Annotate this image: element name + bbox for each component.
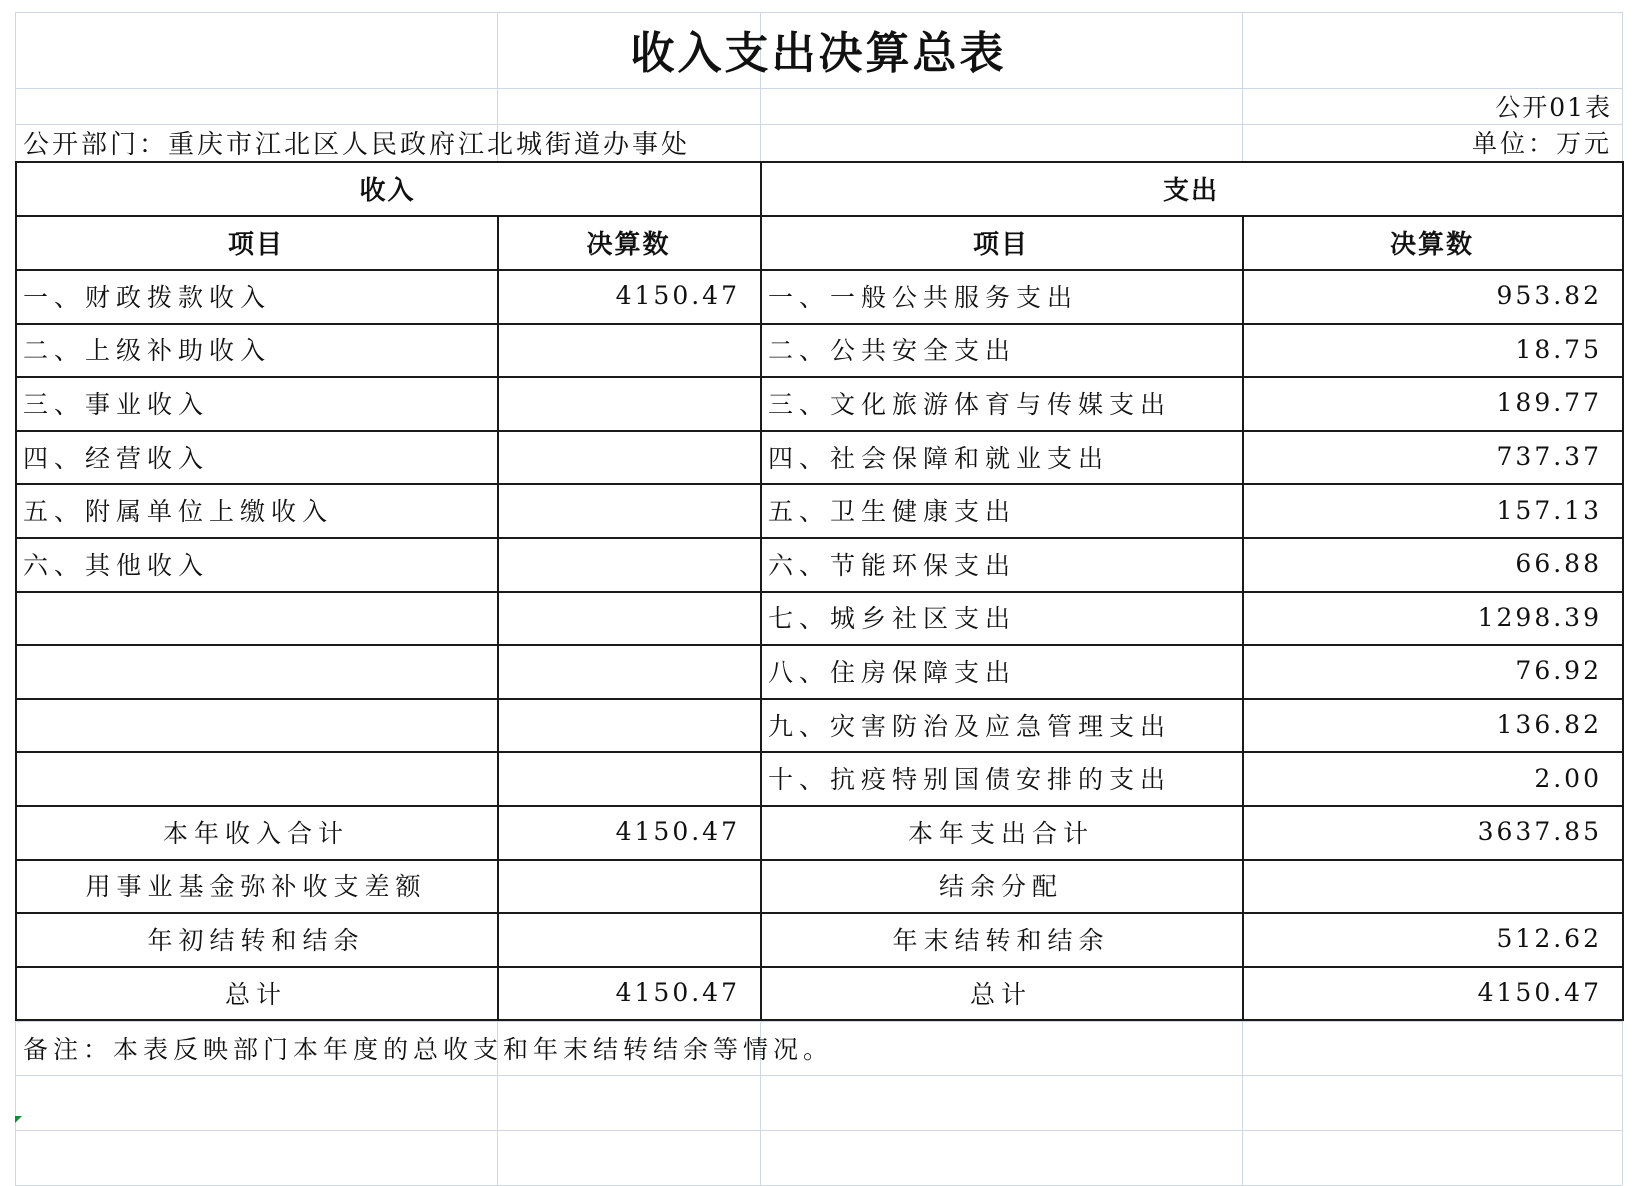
expense-item: 四、社会保障和就业支出 (768, 443, 1110, 473)
income-item: 二、上级补助收入 (23, 336, 272, 366)
page-title: 收入支出决算总表 (630, 28, 1007, 79)
gridline (15, 1130, 1622, 1131)
expense-summary-amount: 3637.85 (1477, 817, 1602, 847)
expense-item: 八、住房保障支出 (768, 657, 1017, 687)
expense-amount: 76.92 (1515, 656, 1602, 686)
income-amount: 4150.47 (615, 281, 740, 311)
table-border (15, 323, 1624, 325)
expense-summary-item: 总计 (969, 979, 1032, 1009)
table-border (15, 591, 1624, 593)
expense-item: 六、节能环保支出 (768, 550, 1017, 580)
expense-item: 十、抗疫特别国债安排的支出 (768, 765, 1172, 795)
income-summary-amount: 4150.47 (615, 978, 740, 1008)
expense-amount: 18.75 (1515, 334, 1602, 364)
table-border (15, 698, 1624, 700)
expense-summary-item: 年末结转和结余 (892, 925, 1110, 955)
table-border (15, 966, 1624, 968)
expense-amount: 136.82 (1496, 710, 1602, 740)
expense-item-header: 项目 (972, 229, 1029, 260)
income-amount (497, 644, 760, 698)
expense-summary-item: 结余分配 (938, 872, 1063, 902)
income-amount (497, 430, 760, 484)
income-item: 五、附属单位上缴收入 (23, 497, 334, 527)
table-border (15, 805, 1624, 807)
table-border (497, 215, 499, 1021)
income-item: 一、财政拨款收入 (23, 282, 272, 312)
expense-header: 支出 (1162, 175, 1219, 206)
expense-amount: 189.77 (1496, 388, 1602, 418)
table-note: 备注：本表反映部门本年度的总收支和年末结转结余等情况。 (23, 1035, 834, 1064)
income-item: 四、经营收入 (23, 443, 210, 473)
table-border (1242, 215, 1244, 1021)
gridline (1622, 1021, 1623, 1185)
expense-item: 一、一般公共服务支出 (768, 282, 1079, 312)
income-item (15, 591, 497, 645)
unit-label: 单位：万元 (1471, 129, 1612, 158)
table-border (15, 751, 1624, 753)
income-item (15, 698, 497, 752)
income-item (15, 751, 497, 805)
expense-item: 五、卫生健康支出 (768, 497, 1017, 527)
expense-item: 二、公共安全支出 (768, 336, 1017, 366)
expense-summary-amount: 512.62 (1496, 924, 1602, 954)
expense-item: 九、灾害防治及应急管理支出 (768, 711, 1172, 741)
gridline (1242, 1021, 1243, 1185)
expense-summary-amount (1242, 859, 1622, 913)
income-amount (497, 323, 760, 377)
table-border (15, 269, 1624, 271)
expense-amount-header: 决算数 (1389, 229, 1474, 260)
income-item-header: 项目 (227, 229, 284, 260)
table-border (15, 376, 1624, 378)
income-amount (497, 698, 760, 752)
expense-summary-amount: 4150.47 (1477, 978, 1602, 1008)
cell-error-indicator (15, 1116, 22, 1123)
income-summary-amount (497, 859, 760, 913)
income-summary-amount (497, 912, 760, 966)
form-number: 公开01表 (1495, 93, 1612, 122)
income-amount-header: 决算数 (586, 229, 671, 260)
table-border (760, 161, 762, 1021)
table-border (15, 430, 1624, 432)
income-item: 三、事业收入 (23, 389, 210, 419)
expense-amount: 2.00 (1534, 763, 1602, 793)
income-summary-item: 年初结转和结余 (147, 925, 365, 955)
gridline (1622, 12, 1623, 161)
expense-item: 七、城乡社区支出 (768, 604, 1017, 634)
table-border (15, 644, 1624, 646)
income-item (15, 644, 497, 698)
gridline (15, 1075, 1622, 1076)
table-border (15, 483, 1624, 485)
income-summary-item: 本年收入合计 (162, 818, 349, 848)
table-border (15, 161, 1624, 163)
expense-summary-item: 本年支出合计 (907, 818, 1094, 848)
income-summary-item: 总计 (224, 979, 287, 1009)
expense-amount: 953.82 (1496, 281, 1602, 311)
expense-amount: 66.88 (1515, 549, 1602, 579)
income-amount (497, 751, 760, 805)
income-header: 收入 (359, 175, 416, 206)
income-summary-amount: 4150.47 (615, 817, 740, 847)
table-border (15, 859, 1624, 861)
table-border (1622, 161, 1624, 1021)
expense-amount: 157.13 (1496, 495, 1602, 525)
income-amount (497, 483, 760, 537)
expense-amount: 1298.39 (1477, 602, 1602, 632)
expense-item: 三、文化旅游体育与传媒支出 (768, 389, 1172, 419)
income-item: 六、其他收入 (23, 550, 210, 580)
table-border (15, 161, 17, 1021)
income-amount (497, 537, 760, 591)
income-amount (497, 591, 760, 645)
expense-amount: 737.37 (1496, 442, 1602, 472)
table-border (15, 912, 1624, 914)
table-border (15, 215, 1624, 217)
income-summary-item: 用事业基金弥补收支差额 (85, 872, 427, 902)
table-border (15, 537, 1624, 539)
income-amount (497, 376, 760, 430)
department-label: 公开部门：重庆市江北区人民政府江北城街道办事处 (23, 129, 691, 160)
